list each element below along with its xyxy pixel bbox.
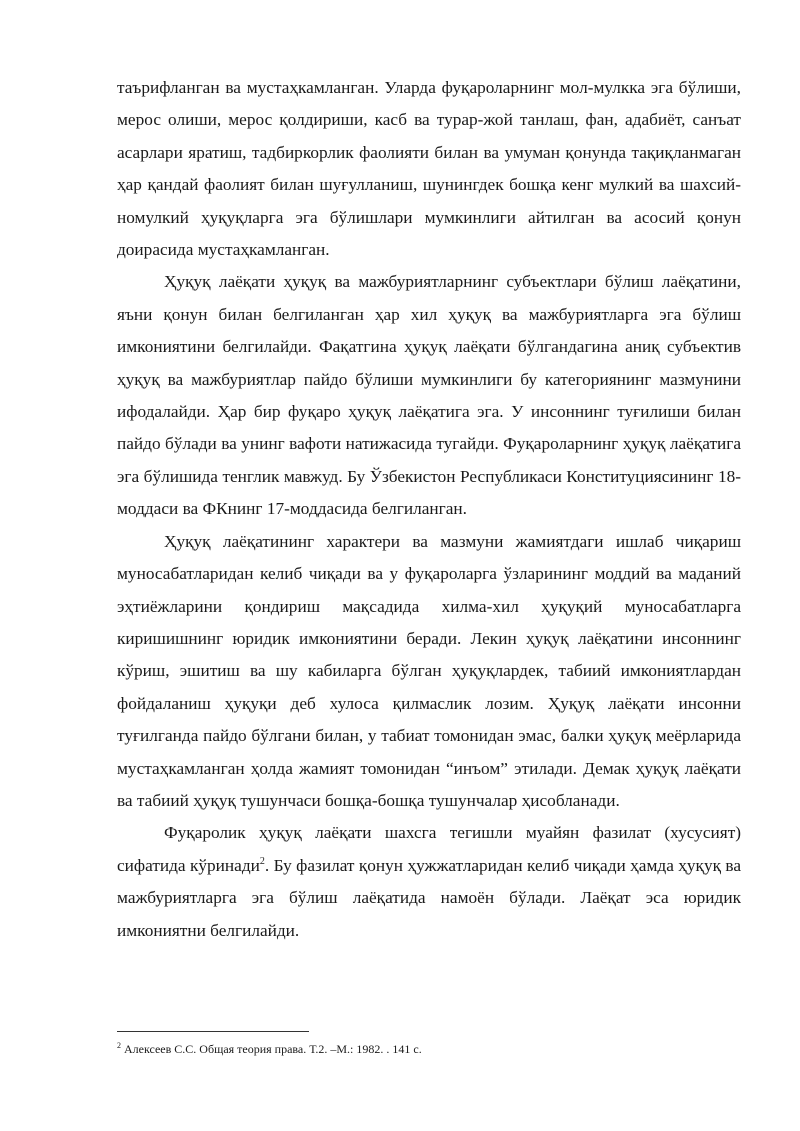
paragraph-4-start: Фуқаролик ҳуқуқ лаёқати шахсга тегишли муайян фазилат (хусусият) сифатида кўринади [117,823,741,875]
paragraph-1: таърифланган ва мустаҳкамланган. Уларда фуқароларнинг мол-мулкка эга бўлиши, мерос олиши, мерос қолдириши, касб ва турар-жой танлаш, фан, адабиёт, санъат асарлари яратиш, тадбиркорлик фаолияти билан ва умуман қонунда тақиқланмаган ҳар қандай фаолият билан шуғулланиш, шунингдек бошқа кенг мулкий ва шахсий-номулкий ҳуқуқларга эга бўлишлари мумкинлиги айтилган ва асосий қонун доирасида мустаҳкамланган. [117,78,741,260]
body-text [117,72,741,947]
paragraph-3: Ҳуқуқ лаёқатининг характери ва мазмуни жамиятдаги ишлаб чиқариш муносабатларидан келиб чиқади ва у фуқароларга ўзларининг моддий ва маданий эҳтиёжларини қондириш мақсадида хилма-хил ҳуқуқий муносабатларга киришишнинг юридик имкониятини беради. Лекин ҳуқуқ лаёқатини инсоннинг кўриш, эшитиш ва шу кабиларга бўлган ҳуқуқлардек, табиий имкониятлардан фойдаланиш ҳуқуқи деб хулоса қилмаслик лозим. Ҳуқуқ лаёқати инсонни туғилганда пайдо бўлгани билан, у табиат томонидан эмас, балки ҳуқуқ меёрларида мустаҳкамланган ҳолда жамият томонидан “инъом” этилади. Демак ҳуқуқ лаёқати ва табиий ҳуқуқ тушунчаси бошқа-бошқа тушунчалар ҳисобланади. [117,531,741,810]
paragraph-4-end: . Бу фазилат қонун ҳужжатларидан келиб чиқади ҳамда ҳуқуқ ва мажбуриятларга эга бўлиш лаёқатида намоён бўлади. Лаёқат эса юридик имкониятни белгилайди. [117,855,741,940]
footnote-marker: 2 [117,1041,121,1050]
footnote-text: Алексеев С.С. Общая теория права. Т.2. –М.: 1982. . 141 с. [124,1042,422,1056]
footnote-separator [117,1031,309,1032]
footnote-reference[interactable]: 2 [259,855,265,867]
paragraph-4 [117,817,741,947]
footnote [117,1041,741,1057]
paragraph-2: Ҳуқуқ лаёқати ҳуқуқ ва мажбуриятларнинг субъектлари бўлиш лаёқатини, яъни қонун билан белгиланган ҳар хил ҳуқуқ ва мажбуриятларга эга бўлиш имкониятини белгилайди. Фақатгина ҳуқуқ лаёқати бўлгандагина аниқ субъектив ҳуқуқ ва мажбуриятлар пайдо бўлиши мумкинлиги бу категориянинг мазмунини ифодалайди. Ҳар бир фуқаро ҳуқуқ лаёқатига эга. У инсоннинг туғилиши билан пайдо бўлади ва унинг вафоти натижасида тугайди. Фуқароларнинг ҳуқуқ лаёқатига эга бўлишида тенглик мавжуд. Бу Ўзбекистон Республикаси Конституциясининг 18-моддаси ва ФКнинг 17-моддасида белгиланган. [117,272,741,519]
